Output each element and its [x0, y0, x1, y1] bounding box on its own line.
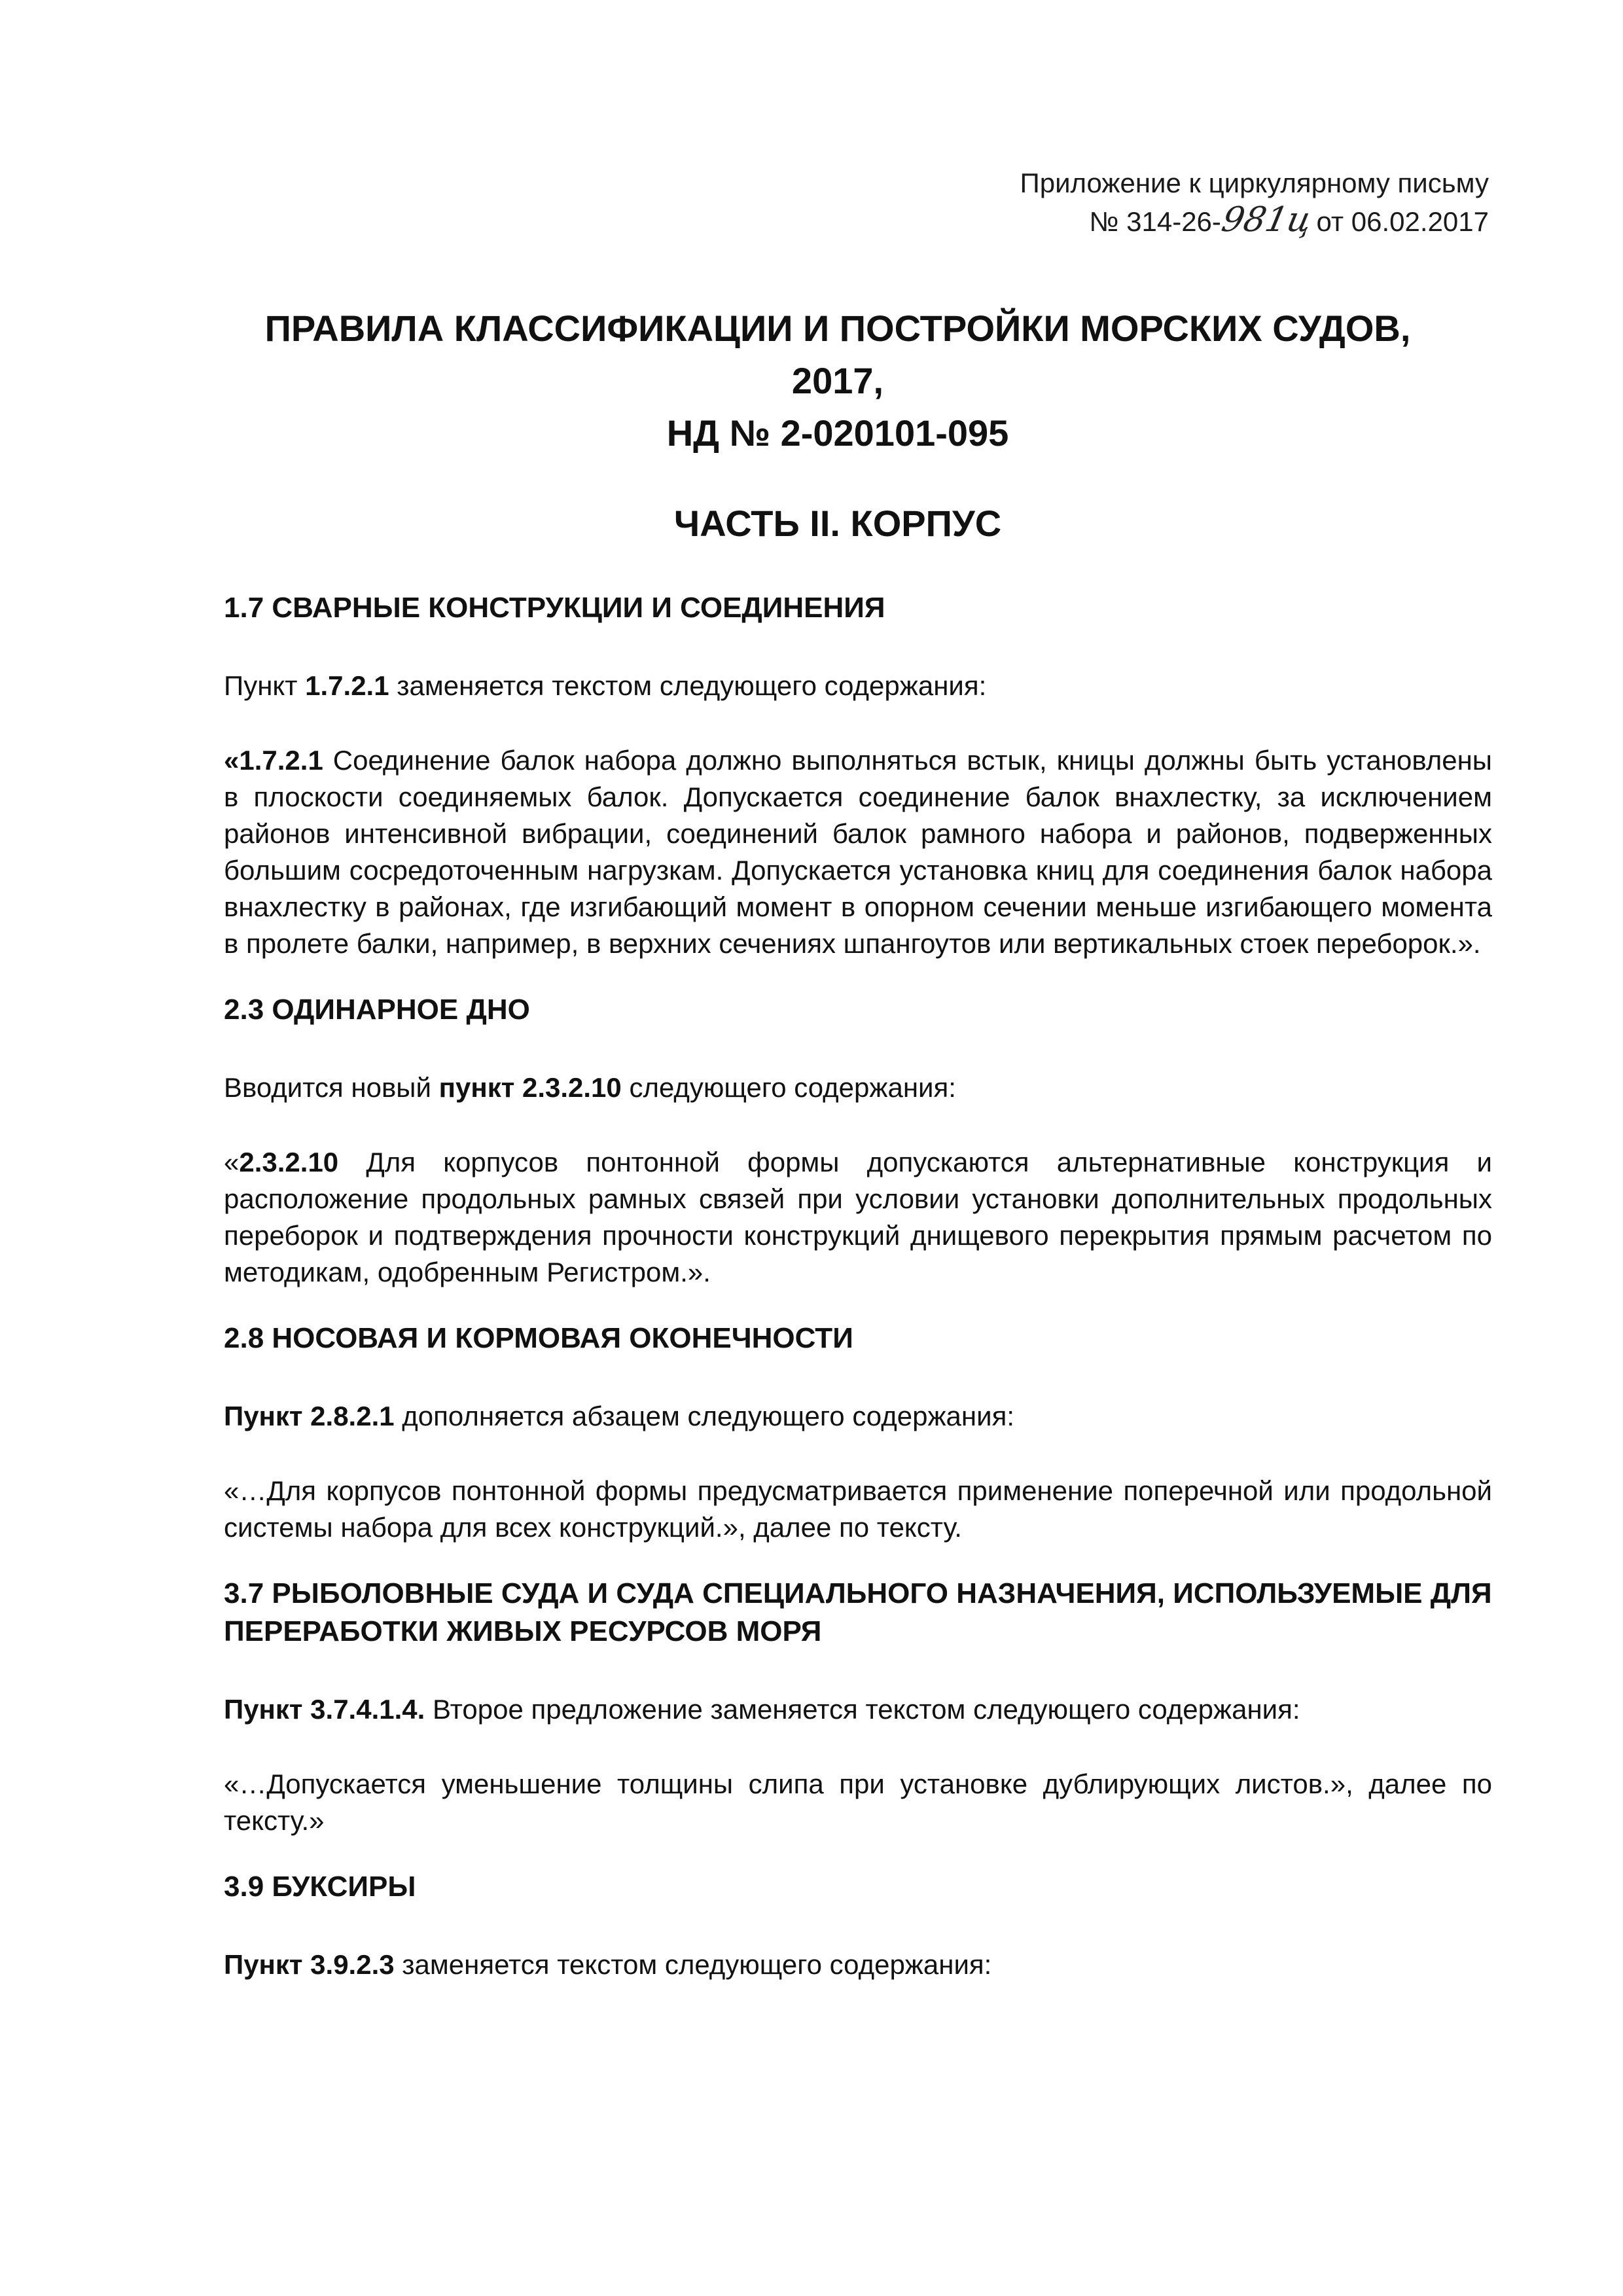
- section-quote-1-7: [224, 742, 1492, 962]
- section-intro-2-3: [224, 1069, 1492, 1106]
- quote-text: Соединение балок набора должно выполняться встык, кницы должны быть установлены в плоскости соединяемых балок. Допускается соединение балок внахлестку, за исключением районов интенсивной вибрации, соединений балок рамного набора и районов, подверженных большим сосредоточенным нагрузкам. Допускается установка книц для соединения балок набора внахлестку в районах, где изгибающий момент в опорном сечении меньше изгибающего момента в пролете балки, например, в верхних сечениях шпангоутов или вертикальных стоек переборок.».: [224, 745, 1492, 959]
- quote-text: Для корпусов понтонной формы допускаются альтернативные конструкция и расположение продольных рамных связей при условии установки дополнительных продольных переборок и подтверждения прочности конструкций днищевого перекрытия прямым расчетом по методикам, одобренным Регистром.».: [224, 1147, 1492, 1287]
- intro-bold: Пункт 2.8.2.1: [224, 1401, 395, 1431]
- title-line-2: 2017,: [791, 360, 884, 401]
- section-quote-3-7: «…Допускается уменьшение толщины слипа при установке дублирующих листов.», далее по тексту.»: [224, 1768, 1492, 1836]
- intro-prefix: Пункт: [224, 670, 306, 701]
- annex-reference: [1020, 165, 1489, 240]
- quote-bold: 1.7.2.1: [239, 745, 323, 776]
- intro-bold: Пункт 3.9.2.3: [224, 1949, 395, 1980]
- quote-open: «: [224, 1147, 240, 1177]
- section-intro-2-8: [224, 1398, 1492, 1435]
- annex-line-2: [1020, 202, 1489, 240]
- title-line-1: ПРАВИЛА КЛАССИФИКАЦИИ И ПОСТРОЙКИ МОРСКИХ СУДОВ,: [264, 308, 1411, 349]
- intro-bold: 1.7.2.1: [305, 670, 389, 701]
- section-heading-3-9: 3.9 БУКСИРЫ: [224, 1871, 416, 1903]
- handwritten-number: 981ц: [1218, 200, 1315, 240]
- section-heading-3-7: 3.7 РЫБОЛОВНЫЕ СУДА И СУДА СПЕЦИАЛЬНОГО НАЗНАЧЕНИЯ, ИСПОЛЬЗУЕМЫЕ ДЛЯ ПЕРЕРАБОТКИ ЖИВЫХ РЕСУРСОВ МОРЯ: [224, 1577, 1492, 1647]
- intro-bold: пункт 2.3.2.10: [438, 1072, 622, 1103]
- annex-line-1: Приложение к циркулярному письму: [1020, 168, 1489, 198]
- section-intro-3-7: [224, 1691, 1492, 1728]
- quote-bold: 2.3.2.10: [239, 1147, 339, 1177]
- document-body: [224, 589, 1492, 2021]
- annex-date: от 06.02.2017: [1316, 206, 1489, 237]
- part-title: ЧАСТЬ II. КОРПУС: [673, 503, 1002, 544]
- intro-bold: Пункт 3.7.4.1.4.: [224, 1694, 425, 1725]
- section-heading-1-7: 1.7 СВАРНЫЕ КОНСТРУКЦИИ И СОЕДИНЕНИЯ: [224, 592, 885, 624]
- section-heading-2-3: 2.3 ОДИНАРНОЕ ДНО: [224, 994, 530, 1026]
- document-title: [196, 302, 1479, 459]
- section-quote-2-3: [224, 1144, 1492, 1291]
- intro-rest: дополняется абзацем следующего содержания:: [394, 1401, 1014, 1431]
- intro-rest: заменяется текстом следующего содержания:: [394, 1949, 992, 1980]
- section-heading-2-8: 2.8 НОСОВАЯ И КОРМОВАЯ ОКОНЕЧНОСТИ: [224, 1322, 853, 1354]
- intro-rest: следующего содержания:: [621, 1072, 956, 1103]
- annex-number-prefix: № 314-26-: [1089, 206, 1221, 237]
- section-quote-2-8: «…Для корпусов понтонной формы предусматривается применение поперечной или продольной системы набора для всех конструкций.», далее по тексту.: [224, 1475, 1492, 1543]
- quote-open: «: [224, 745, 240, 776]
- title-line-3: НД № 2-020101-095: [666, 412, 1009, 454]
- intro-rest: заменяется текстом следующего содержания:: [389, 670, 987, 701]
- section-intro-1-7: [224, 668, 1492, 704]
- intro-prefix: Вводится новый: [224, 1072, 439, 1103]
- intro-rest: Второе предложение заменяется текстом следующего содержания:: [425, 1694, 1300, 1725]
- section-intro-3-9: [224, 1946, 1492, 1983]
